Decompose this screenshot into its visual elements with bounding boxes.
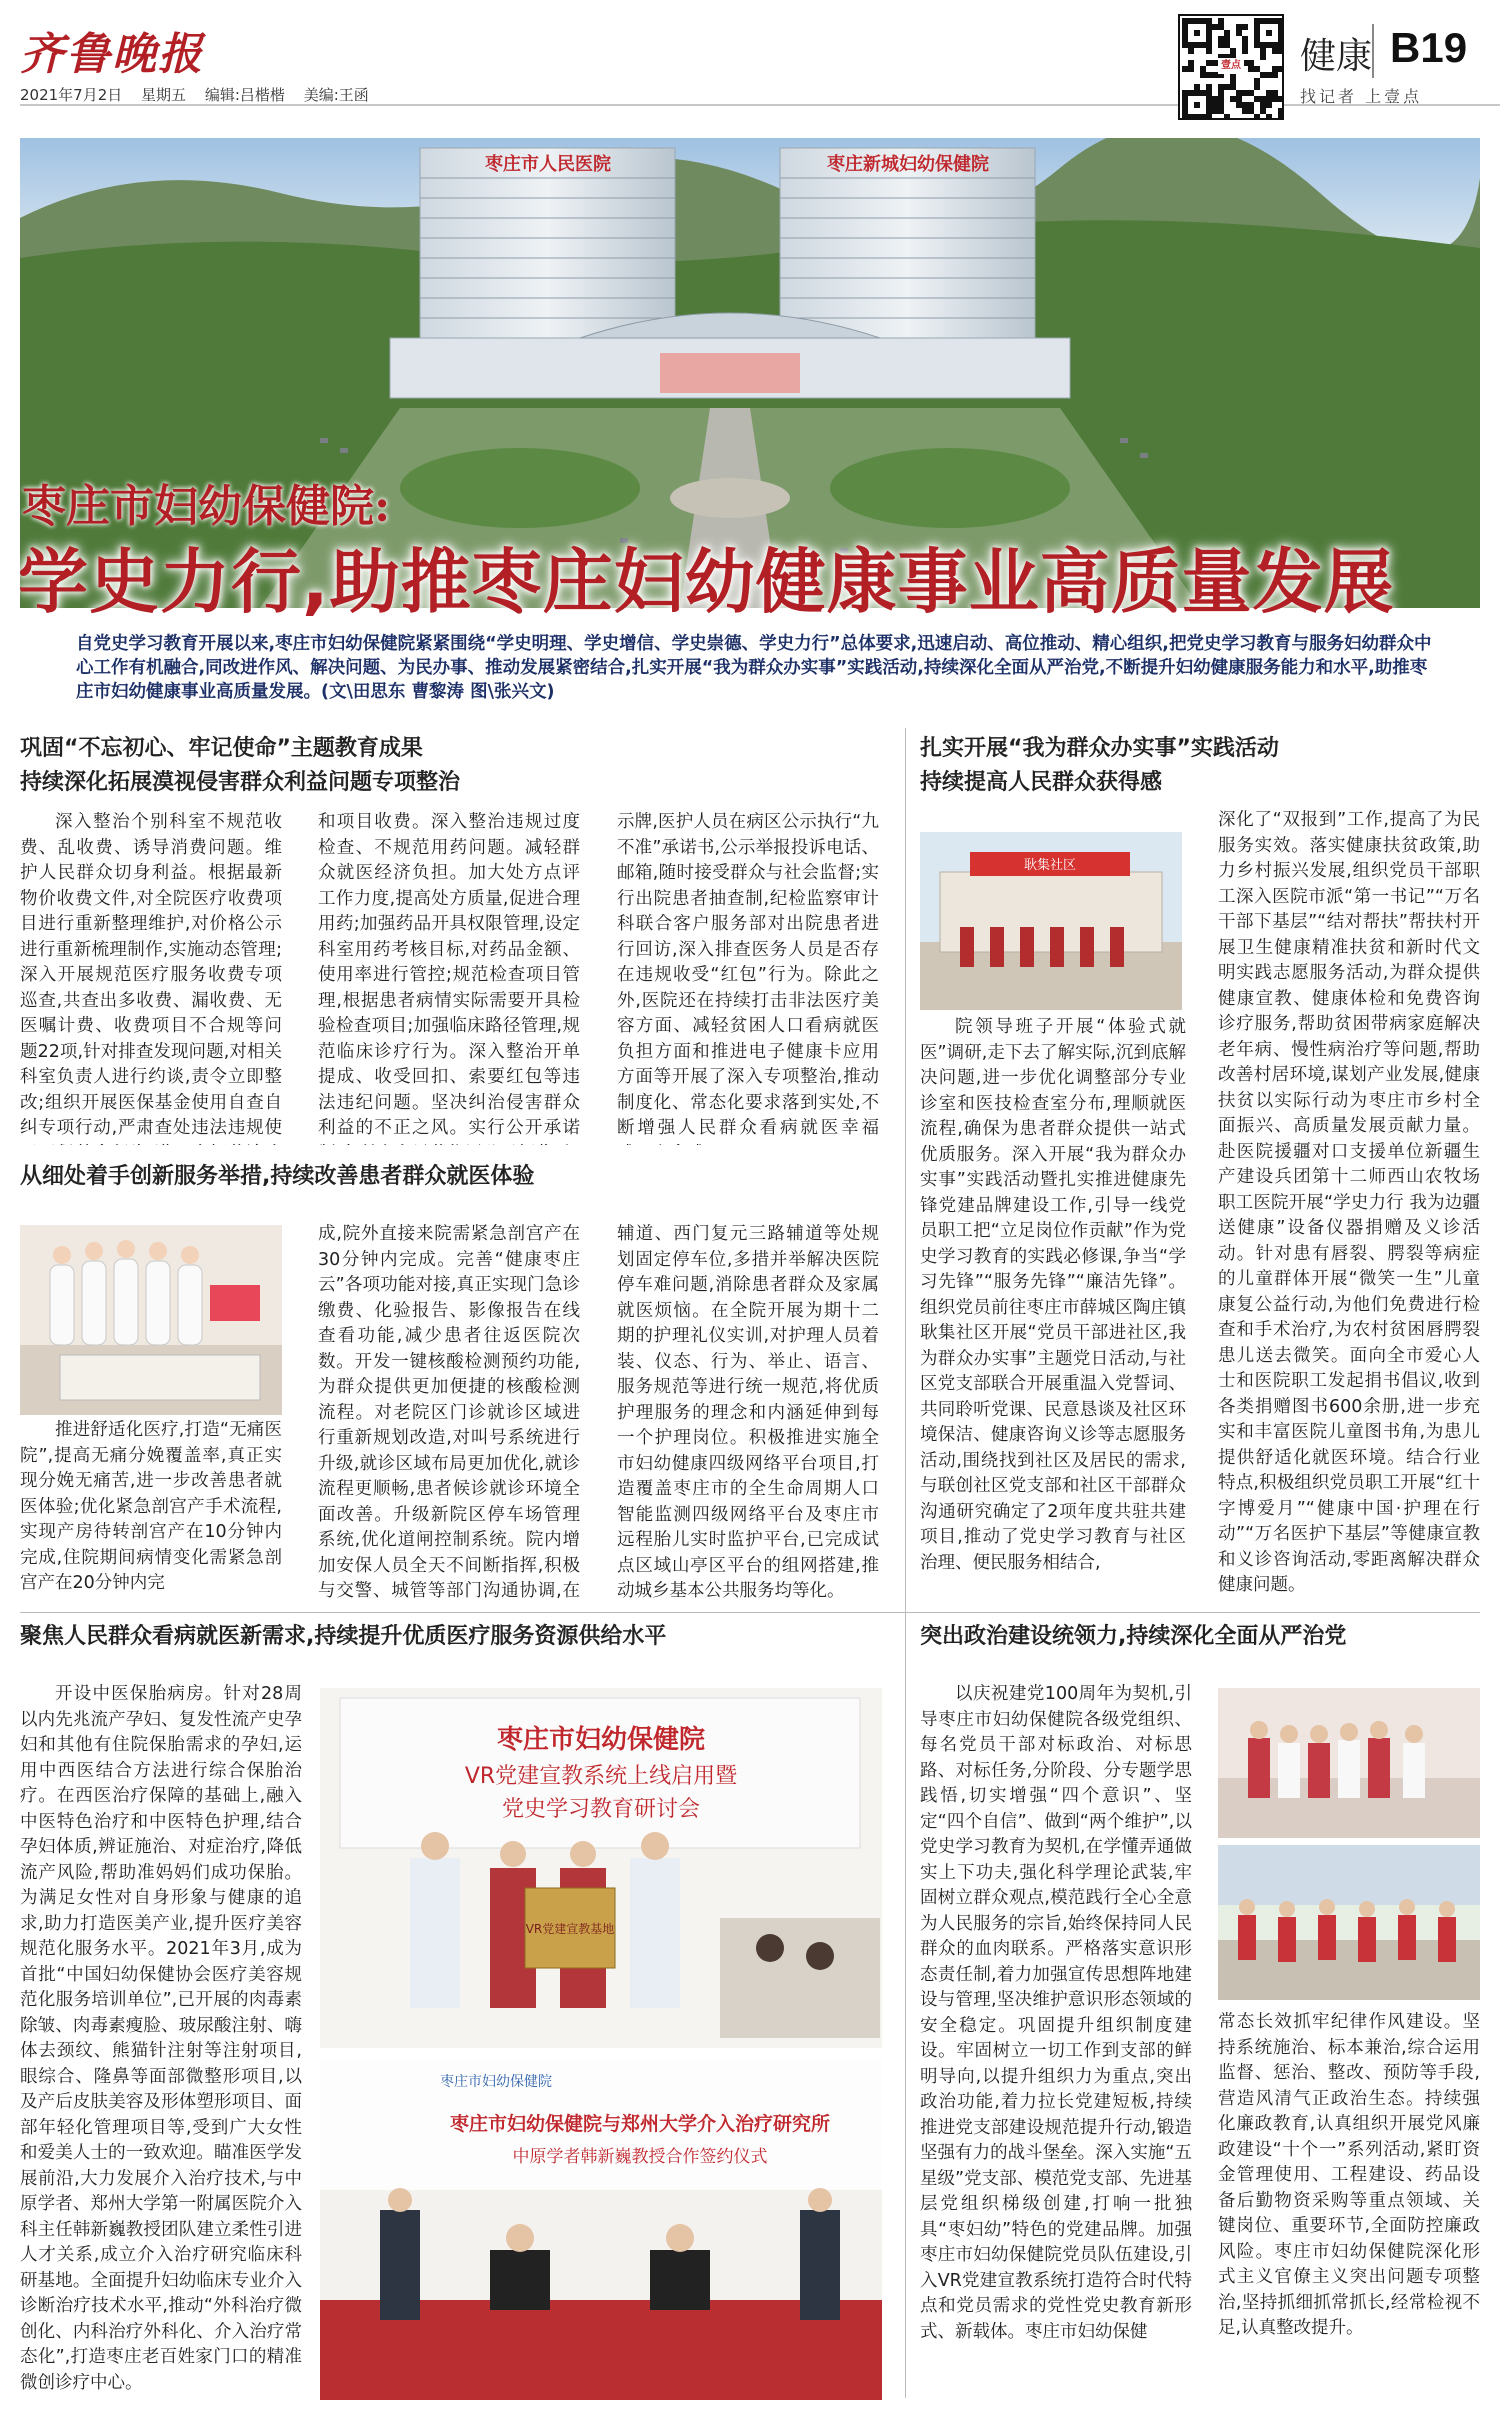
qr-module [1278,114,1284,120]
volunteer-illustration [1218,1845,1480,2000]
qr-module [1224,114,1230,120]
signing-banner-line2: 中原学者韩新巍教授合作签约仪式 [512,2147,768,2167]
qr-module [1278,96,1284,102]
volunteer-photo [1218,1845,1480,2000]
section5-heading: 突出政治建设统领力,持续深化全面从严治党 [920,1624,1347,1649]
headline-kicker: 枣庄市妇幼保健院: [22,481,391,532]
signing-ceremony-illustration [320,2060,882,2400]
nurses-illustration [20,1225,282,1415]
section2-column3: 辅道、西门复元三路辅道等处规划固定停车位,多措并举解决医院停车难问题,消除患者群众及家属就医烦恼。在全院开展为期十二期的护理礼仪实训,对护理人员着装、仪态、行为、举止、语言、服务规范等进行统一规范,将优质护理服务的理念和内涵延伸到每一个护理岗位。积极推进实施全市妇幼健康四级网络平台项目,打造覆盖枣庄市的全生命周期人口智能监测四级网络平台及枣庄市远程胎儿实时监护平台,已完成试点区域山亭区平台的组网搭建,推动城乡基本公共服务均等化。 [617,1224,879,1601]
section1-column3: 示牌,医护人员在病区公示执行“九不准”承诺书,公示举报投诉电话、邮箱,随时接受群众与社会监督;实行出院患者抽查制,纪检监察审计科联合客户服务部对出院患者进行回访,深入排查医务人员是否存在违规收受“红包”行为。除此之外,医院还在持续打击非法医疗美容方面、减轻贫困人口看病就医负担方面和推进电子健康卡应用方面等开展了深入专项整治,推动制度化、常态化要求落到实处,不断增强人民群众看病就医幸福 [617,812,879,1138]
qr-module [1206,48,1212,54]
section2-column1: 推进舒适化医疗,打造“无痛医院”,提高无痛分娩覆盖率,真正实现分娩无痛苦,进一步改善患者就医体验;优化紧急剖宫产手术流程,实现产房待转剖宫产在10分钟内完成,住院期间病情变化需紧急剖宫产在20分钟内完 [20,1420,282,1593]
qr-module [1272,72,1278,78]
qr-center-label: 壹点 [1218,58,1244,74]
qr-module [1194,102,1200,108]
section4-title-line2: 持续提高人民群众获得感 [920,770,1163,795]
qr-module [1206,114,1212,120]
section4-column1: 院领导班子开展“体验式就医”调研,走下去了解实际,沉到底解决问题,进一步优化调整部分专业诊室和医技检查室分布,理顺就医流程,确保为患者群众提供一站式优质服务。深入开展“我为群众办实事”实践活动暨扎实推进健康先锋党建品牌建设工作,引导一线党员职工把“立足岗位作贡献”作为党史学习教育的实践必修课,争当“学习先锋”“服务先锋”“廉洁先锋”。组织党员前往枣庄市薛城区陶庄镇耿集社区开展“党员干部进社区,我为群众办实事”主题党日活动,与社区党支部联合开展重温入党誓词、共同聆听党课、民意恳谈及社区环境保洁、健康咨询义诊等志愿服务活动,围绕找到社区及居民的需求,与联创社区党支部和社区干部群众沟通研究确定了2项年度共驻共建项目,推动了党史学习教育与社区治理、便民服务相结合, [920,1017,1186,1573]
section5-column2: 常态长效抓牢纪律作风建设。坚持系统施治、标本兼治,综合运用监督、惩治、整改、预防等手段,营造风清气正政治生态。持续强化廉政教育,认真组织开展党风廉政建设“十个一”系列活动,紧盯资金管理使用、工程建设、药品设备后勤物资采购等重点领域、关键岗位、重要环节,全面防控廉政风险。枣庄市妇幼保健院深化形式主义官僚主义突出问题专项整治,坚持抓细抓常抓长,经常检视不足,认真整改提升。 [1218,2012,1480,2338]
qr-module [1254,114,1260,120]
section4-title-line1: 扎实开展“我为群众办实事”实践活动 [920,736,1279,761]
section1-heading [20,732,920,800]
qr-module [1254,84,1260,90]
lead-paragraph: 自党史学习教育开展以来,枣庄市妇幼保健院紧紧围绕“学史明理、学史增信、学史崇德、学史力行”总体要求,迅速启动、高位推动、精心组织,把党史学习教育与服务妇幼群众中心工作有机融合,同改进作风、解决问题、为民办事、推动发展紧密结合,扎实开展“我为群众办实事”实践活动,持续深化全面从严治党,不断提升妇幼健康服务能力和水平,助推枣庄市妇幼健康事业高质量发展。(文\田思东 曹黎涛 图\张兴文) [76,634,1432,702]
section3-column1: 开设中医保胎病房。针对28周以内先兆流产孕妇、复发性流产史孕妇和其他有住院保胎需求的孕妇,运用中西医结合方法进行综合保胎治疗。在西医治疗保障的基础上,融入中医特色治疗和中医特色护理,结合孕妇体质,辨证施治、对症治疗,降低流产风险,帮助准妈妈们成功保胎。为满足女性对自身形象与健康的追求,助力打造医美产业,提升医疗美容规范化服务水平。2021年3月,成为首批“中国妇幼保健协会医疗美容规范化服务培训单位”,已开展的肉毒素除皱、肉毒素瘦脸、玻尿酸注射、嗨体去颈纹、熊猫针注射等注射项目,眼综合、隆鼻等面部微整形项目,以及产后皮肤美容及形体塑形项目、面部年轻化管理项目等,受到广大女性和爱美人士的一致欢迎。瞄准医学发展前沿,大力发展介入治疗技术,与中原学者、郑州大学第一附属医院介入科主任韩新巍教授团队建立柔性引进人才关系,成立介入治疗研究临床科研基地。全面提升妇幼临床专业介入诊断治疗技术水平,推动“外科治疗微创化、内科治疗外科化、介入治疗常态化”,打造枣庄老百姓家门口的精准微创诊疗中心。 [20,1684,302,2393]
issue-date: 2021年7月2日 [20,86,123,104]
column-divider [905,728,906,2398]
vr-banner-line2: VR党建宣教系统上线启用暨 [464,1764,738,1789]
vr-plaque: VR党建宣教基地 [525,1922,615,1936]
main-headline: 学史力行,助推枣庄妇幼健康事业高质量发展 [18,541,1395,623]
section2-column2: 成,院外直接来院需紧急剖宫产在30分钟内完成。完善“健康枣庄云”各项功能对接,真正实现门急诊缴费、化验报告、影像报告在线查看功能,减少患者往返医院次数。开发一键核酸检测预约功能,为群众提供更加便捷的核酸检测流程。对老院区门诊就诊区域进行重新规划改造,对叫号系统进行升级,就诊区域布局更加优化,就诊流程更顺畅,患者候诊就诊环境全面改善。升级新院区停车场管理系统,优化道闸控制系统。院内增加安保人员全天不间断指挥,积极与交警、城管等部门沟通协调,在 [318,1224,580,1601]
section-divider [1372,24,1374,78]
qr-module [1260,54,1266,60]
section1-column1: 深入整治个别科室不规范收费、乱收费、诱导消费问题。维护人民群众切身利益。根据最新物价收费文件,对全院医疗收费项目进行重新整理维护,对价格公示进行重新梳理制作,实施动态管理;深入开展规范医疗服务收费专项巡查,共查出多收费、漏收费、无医嘱计费、收费项目不合规等问题22项,针对排查发现问题,对相关科室负责人进行约谈,责令立即整改;组织开展医保基金使用自查自纠专项行动,严肃查处违法违规使 [20,812,282,1138]
community-activity-photo [920,832,1182,1010]
signing-banner-line1: 枣庄市妇幼保健院与郑州大学介入治疗研究所 [449,2113,831,2135]
section3-heading: 聚焦人民群众看病就医新需求,持续提升优质医疗服务资源供给水平 [20,1624,667,1649]
qr-module [1266,30,1272,36]
qr-module [1194,30,1200,36]
issue-weekday: 星期五 [141,86,187,104]
signing-logo: 枣庄市妇幼保健院 [440,2074,552,2090]
qr-module [1278,66,1284,72]
qr-module [1188,66,1194,72]
qr-module [1278,48,1284,54]
vr-banner-line3: 党史学习教育研讨会 [501,1797,701,1822]
qr-module [1266,102,1272,108]
dateline [20,84,383,105]
community-illustration [920,832,1182,1010]
designer-credit: 美编:王函 [303,86,369,104]
reporter-tagline: 找记者 上壹点 [1300,87,1423,106]
page-number: B19 [1390,24,1468,71]
newspaper-title: 齐鲁晚报 [20,29,204,80]
clinic-illustration [1218,1688,1480,1838]
clinic-photo [1218,1688,1480,1838]
vr-banner-line1: 枣庄市妇幼保健院 [496,1725,706,1755]
vr-launch-illustration [320,1688,882,2048]
building-sign-right: 枣庄新城妇幼保健院 [827,154,989,175]
section1-title-line1: 巩固“不忘初心、牢记使命”主题教育成果 [20,736,423,761]
qr-module [1266,114,1272,120]
editor-credit: 编辑:吕楷楷 [204,86,285,104]
qr-module [1242,24,1248,30]
section5-column1: 以庆祝建党100周年为契机,引导枣庄市妇幼保健院各级党组织、每名党员干部对标政治、对标思路、对标任务,分阶段、分专题学思践悟,切实增强“四个意识”、坚定“四个自信”、做到“两个维护”,以党史学习教育为契机,在学懂弄通做实上下功夫,强化科学理论武装,牢固树立群众观点,模范践行全心全意为人民服务的宗旨,始终保持同人民群众的血肉联系。严格落实意识形态责任制,着力加强宣传思想阵地建设与管理,坚决维护意识形态领域的安全稳定。巩固提升组织制度建设。牢固树立一切工作到支部的鲜明导向,以提升组织力为重点,突出政治功能,着力拉长党建短板,持续推进党支部建设规范提升行动,锻造坚强有力的战斗堡垒。深入实施“五星级”党支部、模范党支部、先进基层党组织梯级创建,打响一批独具“枣妇幼”特色的党建品牌。加强枣庄市妇幼保健院党员队伍建设,引入VR党建宣教系统打造符合时代特点和党员需求的党性党史教育新形式、新载体。枣庄市妇幼保健 [920,1684,1192,2342]
section2-heading: 从细处着手创新服务举措,持续改善患者群众就医体验 [20,1164,535,1189]
community-banner: 耿集社区 [1023,858,1077,873]
vr-launch-photo [320,1688,882,2048]
qr-module [1242,48,1248,54]
nurses-photo [20,1225,282,1415]
section1-title-line2: 持续深化拓展漠视侵害群众利益问题专项整治 [20,770,461,795]
section4-heading [920,732,1480,800]
section4-column2: 深化了“双报到”工作,提高了为民服务实效。落实健康扶贫政策,助力乡村振兴发展,组织党员干部职工深入医院市派“第一书记”“万名干部下基层”“结对帮扶”帮扶村开展卫生健康精准扶贫和新时代文明实践志愿服务活动,为群众提供健康宣教、健康体检和免费咨询诊疗服务,帮助贫困带病家庭解决老年病、慢性病治疗等问题,帮助改善村居环境,谋划产业发展,健康扶贫以实际行动为枣庄市乡村全面振兴、高质量发展贡献力量。赴医院援疆对口支援单位新疆生产建设兵团第十二师西山农牧场职工医院开展“学史力行 我为边疆送健康”设备仪器捐赠及义诊活动。针对患有唇裂、腭裂等病症的儿童群体开展“微笑一生”儿童康复公益行动,为他们免费进行检查和手术治疗,为农村贫困唇腭裂患儿送去微笑。面向全市爱心人士和医院职工发起捐书倡议,收到各类捐赠图书600余册,进一步充实和丰富医院儿童图书角,为患儿提供舒适化就医环境。结合行业特点,积极组织党员职工开展“红十字博爱月”“健康中国·护理在行动”“万名医护下基层”等健康宣教和义诊咨询活动,零距离解决群众健康问题。 [1218,810,1480,1595]
section-name: 健康 [1300,36,1373,77]
signing-ceremony-photo [320,2060,882,2400]
section1-column2: 和项目收费。深入整治违规过度检查、不规范用药问题。减轻群众就医经济负担。加大处方点评工作力度,提高处方质量,促进合理用药;加强药品开具权限管理,设定科室用药考核目标,对药品金额、使用率进行管控;规范检查项目管理,根据患者病情实际需要开具检验检查项目;加强临床路径管理,规范临床诊疗行为。深入整治开单提成、收受回扣、索要红包等违法违纪问题。坚决纠治侵害群众利益的不正之风。实行公开承诺 [318,812,580,1138]
qr-module [1188,48,1194,54]
qr-code-icon[interactable] [1178,14,1284,120]
building-sign-left: 枣庄市人民医院 [485,154,611,175]
row-divider [20,1612,1480,1613]
